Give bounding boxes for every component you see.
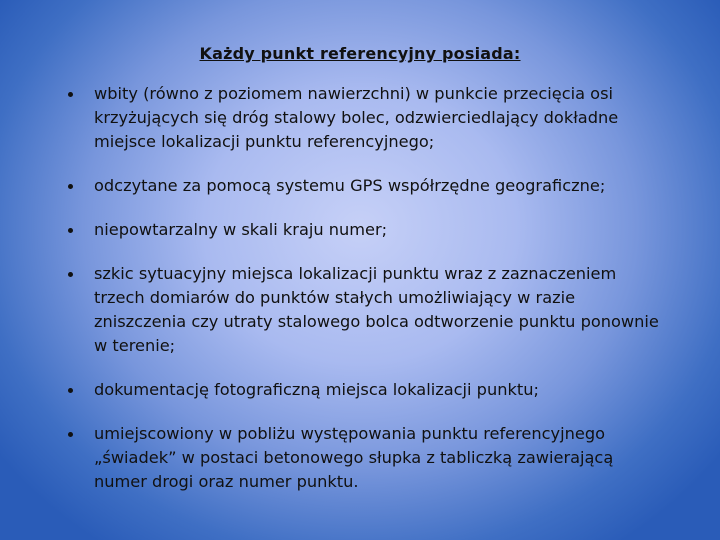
bullet-icon (68, 92, 73, 97)
bullet-text: umiejscowiony w pobliżu występowania punktu referencyjnego „świadek” w postaci betonowego słupka z tabliczką zawierającą numer drogi oraz numer punktu. (94, 424, 614, 491)
bullet-item-steel-bolt (66, 82, 666, 154)
bullet-item-witness-post (66, 422, 666, 494)
bullet-text: odczytane za pomocą systemu GPS współrzędne geograficzne; (94, 176, 606, 195)
bullet-text: szkic sytuacyjny miejsca lokalizacji punktu wraz z zaznaczeniem trzech domiarów do punktów stałych umożliwiający w razie zniszczenia czy utraty stalowego bolca odtworzenie punktu ponownie w terenie; (94, 264, 659, 355)
bullet-list (66, 82, 666, 494)
bullet-item-unique-number (66, 218, 666, 242)
bullet-text: niepowtarzalny w skali kraju numer; (94, 220, 388, 239)
bullet-item-situational-sketch (66, 262, 666, 358)
bullet-item-gps-coordinates (66, 174, 666, 198)
slide-title: Każdy punkt referencyjny posiada: (199, 44, 521, 63)
bullet-text: wbity (równo z poziomem nawierzchni) w punkcie przecięcia osi krzyżujących się dróg stalowy bolec, odzwierciedlający dokładne miejsce lokalizacji punktu referencyjnego; (94, 84, 619, 151)
bullet-item-photo-documentation (66, 378, 666, 402)
bullet-text: dokumentację fotograficzną miejsca lokalizacji punktu; (94, 380, 539, 399)
bullet-icon (68, 388, 73, 393)
bullet-icon (68, 432, 73, 437)
bullet-icon (68, 272, 73, 277)
bullet-icon (68, 228, 73, 233)
bullet-icon (68, 184, 73, 189)
